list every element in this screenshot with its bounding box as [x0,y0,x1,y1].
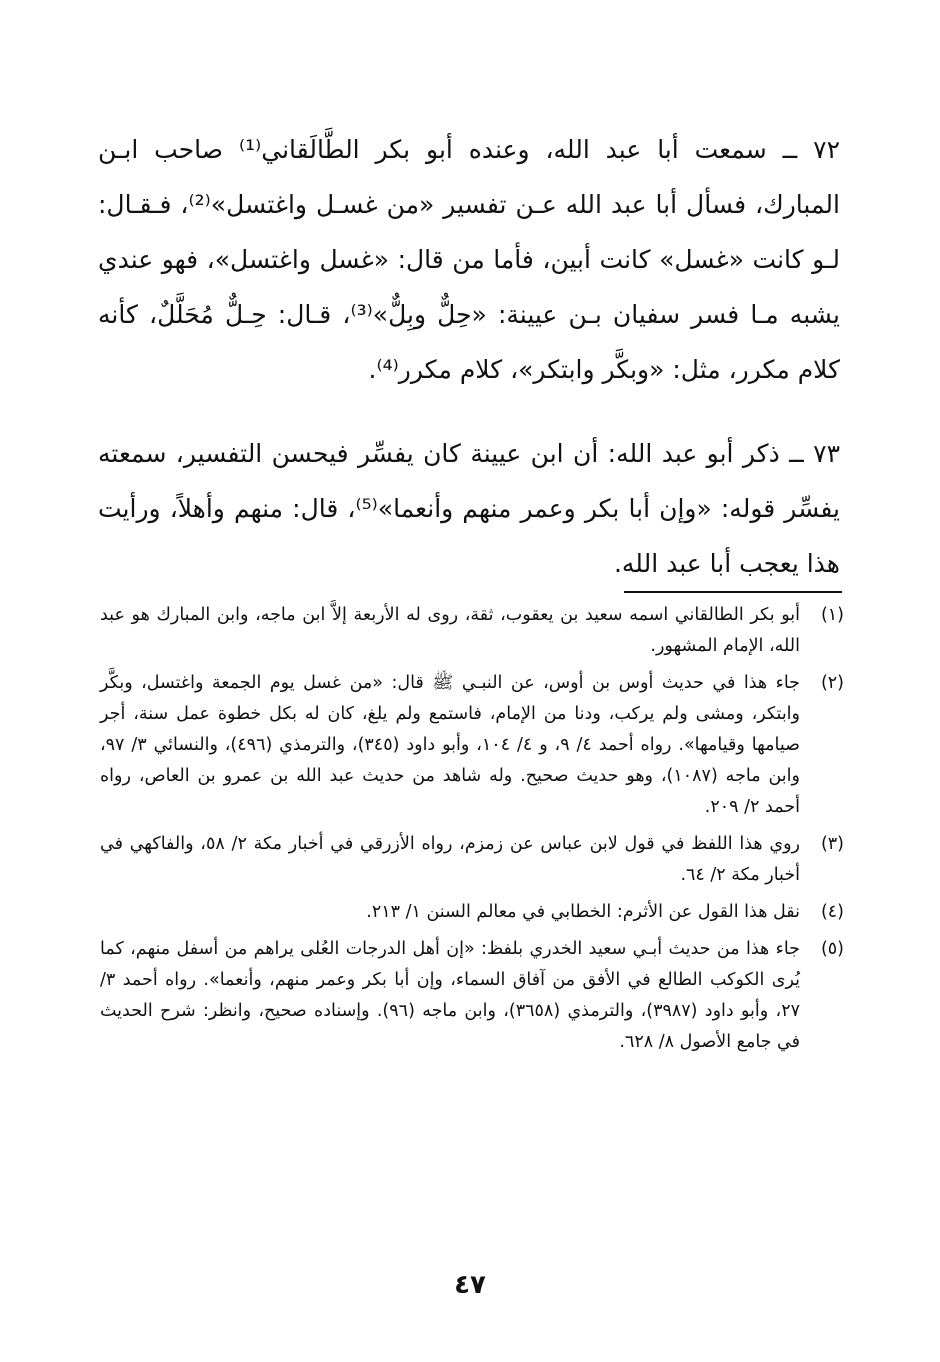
footnote-number: (٥) [820,939,844,959]
main-text [98,122,840,591]
paragraph-72: ٧٢ ــ سمعت أبا عبد الله، وعنده أبو بكر الطَّالَقاني⁽¹⁾ صاحب ابـن المبارك، فسأل أبا عبد الله عـن تفسير «من غسـل واغتسل»⁽²⁾، فـقـال: لـو كانت «غسل» كانت أبين، فأما من قال: «غسل واغتسل»، فهو عندي يشبه مـا فسر سفيان بـن عيينة: «حِلٌّ وبِلٌّ»⁽³⁾، قـال: حِـلٌّ مُحَلَّلٌ، كأنه كلام مكرر، مثل: «وبكَّر وابتكر»، كلام مكرر⁽⁴⁾. [98,135,841,384]
footnote-text: جاء هذا في حديث أوس بن أوس، عن النبـي ﷺ قال: «من غسل يوم الجمعة واغتسل، وبكَّر وابتكر، ومشى ولم يركب، ودنا من الإمام، فاستمع ولم يلغ، كان له بكل خطوة عمل سنة، أجر صيامها وقيامها». رواه أحمد ٤/ ٩، و ٤/ ١٠٤، وأبو داود (٣٤٥)، والترمذي (٤٩٦)، والنسائي ٣/ ٩٧، وابن ماجه (١٠٨٧)، وهو حديث صحيح. وله شاهد من حديث عبد الله بن عمرو بن العاص، رواه أحمد ٢/ ٢٠٩. [100,673,800,817]
footnote-text: أبو بكر الطالقاني اسمه سعيد بن يعقوب، ثقة، روى له الأربعة إلاَّ ابن ماجه، وابن المبارك هو عبد الله، الإمام المشهور. [100,605,800,656]
footnote-text: روي هذا اللفظ في قول لابن عباس عن زمزم، رواه الأزرقي في أخبار مكة ٢/ ٥٨، والفاكهي في أخبار مكة ٢/ ٦٤. [100,834,801,885]
footnote-3 [100,829,844,891]
footnote-separator [624,591,842,593]
footnote-number: (٤) [820,902,844,922]
footnote-number: (٢) [820,673,844,693]
page-number: ٤٧ [454,1270,486,1300]
footnote-number: (١) [820,605,844,625]
footnote-text: جاء هذا من حديث أبـي سعيد الخدري بلفظ: «إن أهل الدرجات العُلى يراهم من أسفل منهم، كما يُرى الكوكب الطالع في الأفق من آفاق السماء، وإن أبا بكر وعمر منهم، وأنعما». رواه أحمد ٣/ ٢٧، وأبو داود (٣٩٨٧)، والترمذي (٣٦٥٨)، وابن ماجه (٩٦). وإسناده صحيح، وانظر: شرح الحديث في جامع الأصول ٨/ ٦٢٨. [100,939,800,1052]
footnote-5 [100,934,844,1058]
footnote-4 [100,897,844,928]
footnote-1 [100,600,844,662]
footnotes [100,600,844,1064]
footnote-text: نقل هذا القول عن الأثرم: الخطابي في معالم السنن ١/ ٢١٣. [366,902,800,922]
footnote-number: (٣) [820,834,844,854]
paragraph-73: ٧٣ ــ ذكر أبو عبد الله: أن ابن عيينة كان يفسِّر فيحسن التفسير، سمعته يفسِّر قوله: «وإن أبا بكر وعمر منهم وأنعما»⁽⁵⁾، قال: منهم وأهلاً، ورأيت هذا يعجب أبا عبد الله. [98,439,840,578]
footnote-2 [100,668,844,823]
